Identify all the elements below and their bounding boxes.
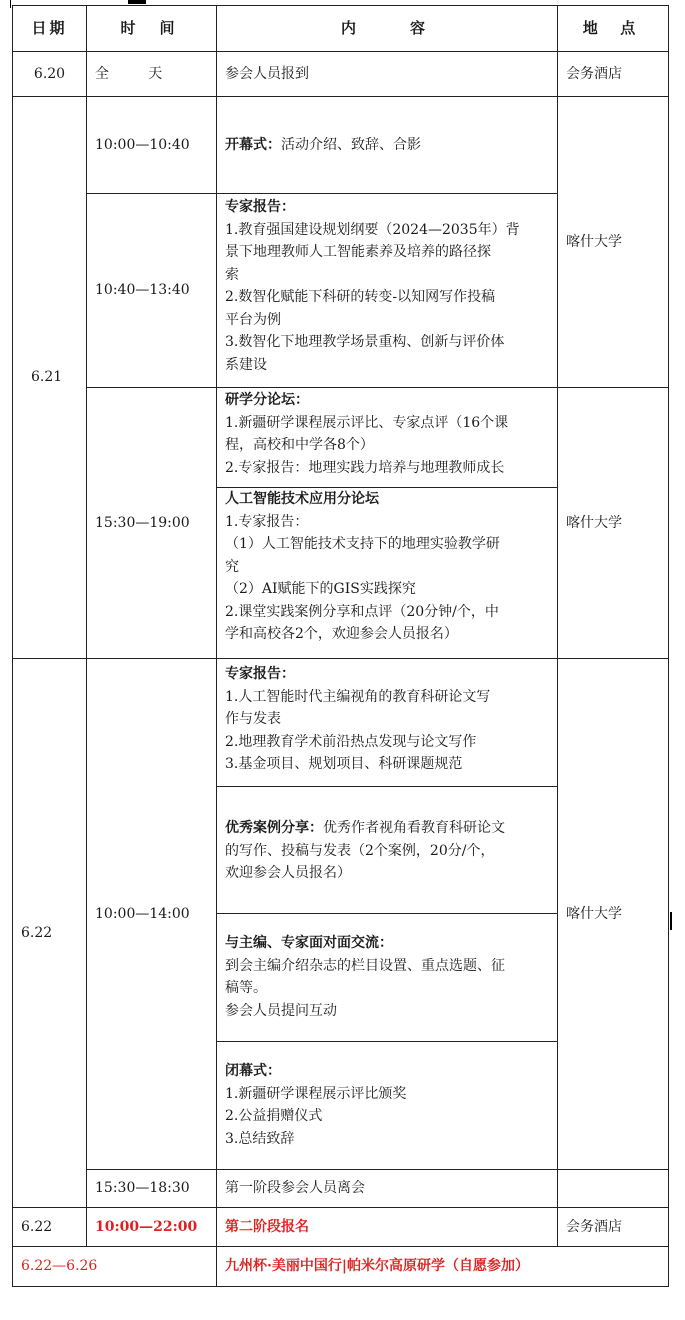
list-item: 的写作、投稿与发表（2个案例，20分/个， [225,842,495,859]
list-item: （2）AI赋能下的GIS实践探究 [225,581,416,597]
section-title: 与主编、专家面对面交流： [225,935,393,951]
expert-report-cell [216,658,558,787]
location-cell: 会务酒店 [557,51,669,97]
list-item: 3.总结致辞 [225,1130,295,1147]
date-cell: 6.20 [12,51,87,97]
section-title: 人工智能技术应用分论坛 [225,491,379,507]
time-cell: 15:30—18:30 [86,1169,217,1208]
location-cell [557,1169,669,1208]
time-cell: 10:00—14:00 [86,658,217,1170]
section-title: 开幕式： [225,136,281,153]
list-item: 到会主编介绍杂志的栏目设置、重点选题、征 [225,957,505,974]
list-item: 参会人员提问互动 [225,1002,337,1019]
page-edge-mark [128,0,146,4]
list-item: 平台为例 [225,311,281,328]
content-cell: 第一阶段参会人员离会 [216,1169,558,1208]
content-cell: 九州杯·美丽中国行|帕米尔高原研学（自愿参加） [216,1246,669,1287]
list-item: 作与发表 [225,711,281,727]
list-item: 3.基金项目、规划项目、科研课题规范 [225,756,463,772]
list-item: （1）人工智能技术支持下的地理实验教学研 [225,536,500,552]
page-edge-mark [670,912,672,930]
list-item: 1.专家报告： [225,513,309,530]
list-item: 索 [225,266,239,283]
header-date: 日期 [12,5,87,52]
list-item: 2.公益捐赠仪式 [225,1108,323,1124]
expert-report-cell [216,193,558,388]
list-item: 1.教育强国建设规划纲要（2024—2035年）背 [225,221,520,238]
list-item: 学和高校各2个，欢迎参会人员报名） [225,626,458,642]
content-cell: 第二阶段报名 [216,1207,558,1247]
date-cell: 6.22 [12,658,87,1208]
header-content: 内容 [216,5,558,52]
section-title: 优秀案例分享： [225,820,323,836]
time-cell: 全 天 [86,51,217,97]
section-text: 优秀作者视角看教育科研论文 [323,820,505,836]
content-cell: 参会人员报到 [216,51,558,97]
list-item: 程，高校和中学各8个） [225,437,374,453]
section-title: 闭幕式： [225,1063,281,1079]
list-item: 1.人工智能时代主编视角的教育科研论文写 [225,688,491,705]
opening-ceremony-cell [216,96,558,194]
section-title: 研学分论坛： [225,392,309,408]
header-location: 地点 [557,5,669,52]
time-cell: 15:30—19:00 [86,387,217,659]
closing-ceremony-cell [216,1041,558,1170]
list-item: 欢迎参会人员报名） [225,865,351,881]
location-cell: 会务酒店 [557,1207,669,1247]
date-cell: 6.22 [12,1207,87,1247]
case-sharing-cell [216,786,558,914]
time-cell: 10:00—10:40 [86,96,217,194]
list-item: 究 [225,558,239,575]
date-cell: 6.22—6.26 [12,1246,217,1287]
time-cell: 10:00—22:00 [86,1207,217,1247]
list-item: 1.新疆研学课程展示评比颁奖 [225,1085,407,1102]
list-item: 2.专家报告：地理实践力培养与地理教师成长 [225,459,505,476]
research-forum-cell [216,387,558,488]
list-item: 2.地理教育学术前沿热点发现与论文写作 [225,733,477,750]
editor-exchange-cell [216,913,558,1042]
ai-forum-cell [216,487,558,659]
page-edge-mark [10,0,11,8]
date-cell: 6.21 [12,96,87,659]
location-cell: 喀什大学 [557,387,669,659]
section-title: 专家报告： [225,199,295,215]
list-item: 稿等。 [225,980,267,996]
list-item: 景下地理教师人工智能素养及培养的路径探 [225,244,491,260]
section-title: 专家报告： [225,666,295,682]
list-item: 2.课堂实践案例分享和点评（20分钟/个，中 [225,603,499,620]
header-time: 时间 [86,5,217,52]
location-cell: 喀什大学 [557,96,669,388]
time-cell: 10:40—13:40 [86,193,217,388]
list-item: 2.数智化赋能下科研的转变-以知网写作投稿 [225,289,496,305]
location-cell: 喀什大学 [557,658,669,1170]
section-text: 活动介绍、致辞、合影 [281,136,421,153]
list-item: 1.新疆研学课程展示评比、专家点评（16个课 [225,414,509,431]
list-item: 系建设 [225,356,267,373]
list-item: 3.数智化下地理教学场景重构、创新与评价体 [225,334,505,350]
